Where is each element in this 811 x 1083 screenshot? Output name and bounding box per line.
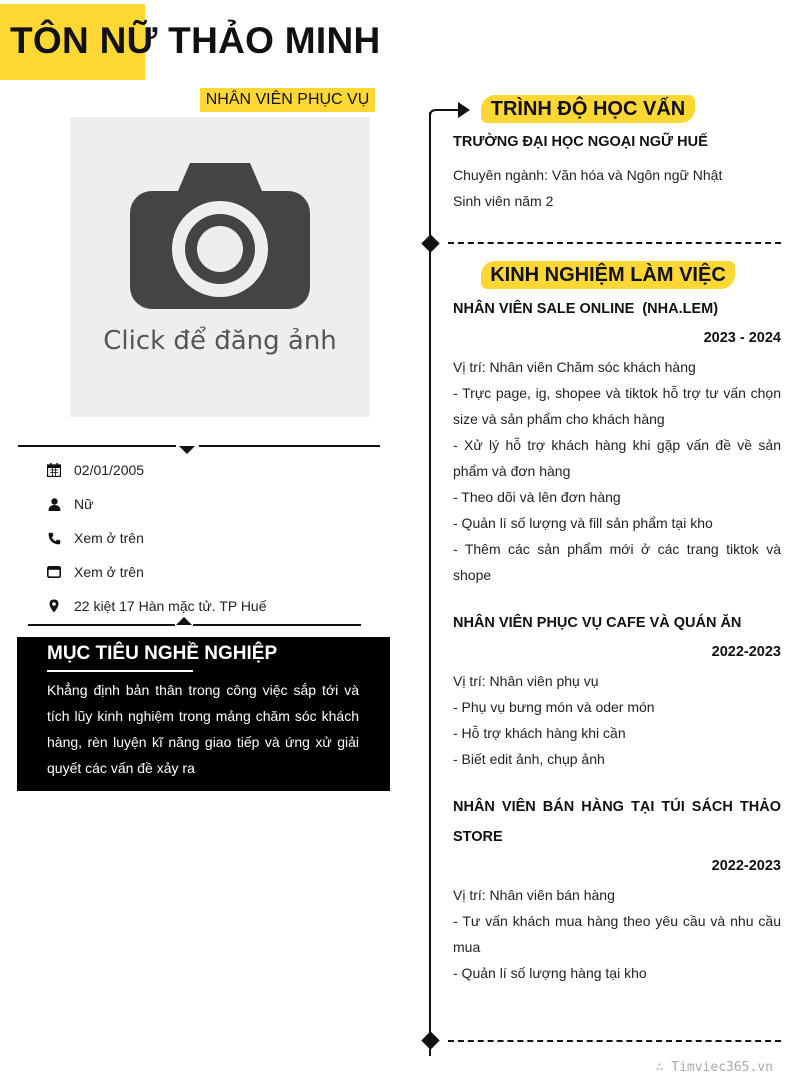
user-icon — [46, 496, 62, 512]
education-title: TRÌNH ĐỘ HỌC VẤN — [490, 97, 686, 120]
gender-value: Nữ — [74, 496, 94, 512]
job-date: 2022-2023 — [711, 644, 781, 660]
timeline-line — [429, 112, 431, 1056]
gender-row — [46, 494, 93, 514]
phone-icon — [46, 530, 62, 546]
divider — [193, 624, 361, 626]
photo-upload-label: Click để đăng ảnh — [103, 326, 337, 356]
education-heading — [481, 91, 695, 127]
birthday-value: 02/01/2005 — [74, 462, 145, 478]
divider — [199, 445, 380, 447]
job-duty: - Phụ vụ bưng món và oder món — [453, 699, 655, 715]
birthday-row — [46, 460, 144, 480]
address-value: 22 kiệt 17 Hàn mặc tử. TP Huế — [74, 598, 267, 614]
job-title: NHÂN VIÊN PHỤC VỤ CAFE VÀ QUÁN ĂN — [453, 615, 742, 631]
camera-icon — [130, 161, 310, 311]
job-duty: - Thêm các sản phẩm mới ở các trang tiktok và shope — [453, 541, 781, 583]
job-duty: - Quản lí số lượng hàng tại kho — [453, 965, 647, 981]
career-objective-title: MỤC TIÊU NGHỀ NGHIỆP — [47, 643, 278, 664]
study-year: Sinh viên năm 2 — [453, 193, 554, 209]
school-name: TRƯỜNG ĐẠI HỌC NGOẠI NGỮ HUẾ — [453, 134, 708, 150]
location-icon — [46, 598, 62, 614]
job-duty: - Quản lí số lượng và fill sản phẩm tại kho — [453, 515, 713, 531]
job-position: Vị trí: Nhân viên Chăm sóc khách hàng — [453, 359, 696, 375]
divider — [18, 445, 176, 447]
career-objective — [17, 637, 390, 791]
divider — [28, 624, 175, 626]
title-underline — [47, 670, 193, 672]
section-divider — [448, 1040, 781, 1042]
timeline-arrow-icon — [428, 100, 472, 120]
email-row — [46, 562, 144, 582]
experience-title: KINH NGHIỆM LÀM VIỆC — [490, 263, 726, 286]
timeline-diamond — [421, 1031, 439, 1049]
divider-arrow — [179, 446, 195, 454]
job-duty: - Biết edit ảnh, chụp ảnh — [453, 751, 605, 767]
job-position: Vị trí: Nhân viên bán hàng — [453, 887, 615, 903]
email-value: Xem ở trên — [74, 564, 144, 580]
job-title: NHÂN VIÊN BÁN HÀNG TẠI TÚI SÁCH THẢO STORE — [453, 799, 781, 845]
email-icon — [46, 564, 62, 580]
experience-heading — [481, 257, 735, 293]
candidate-name: TÔN NỮ THẢO MINH — [10, 20, 381, 61]
job-position: Vị trí: Nhân viên phụ vụ — [453, 673, 599, 689]
phone-value: Xem ở trên — [74, 530, 144, 546]
timeline-diamond — [421, 234, 439, 252]
job-duty: - Trực page, ig, shopee và tiktok hỗ trợ tư vấn chọn size và sản phẩm cho khách hàng — [453, 385, 781, 427]
calendar-icon — [46, 462, 62, 478]
job-duty: - Hỗ trợ khách hàng khi cần — [453, 725, 626, 741]
job-duty: - Theo dõi và lên đơn hàng — [453, 489, 621, 505]
job-duty: - Tư vấn khách mua hàng theo yêu cầu và nhu cầu mua — [453, 913, 781, 955]
watermark: ∴ Timviec365.vn — [655, 1060, 773, 1075]
job-duty: - Xử lý hỗ trợ khách hàng khi gặp vấn đề về sản phẩm và đơn hàng — [453, 437, 781, 479]
photo-upload[interactable] — [70, 117, 370, 417]
job-title: NHÂN VIÊN SALE ONLINE (NHA.LEM) — [453, 301, 719, 317]
section-divider — [448, 242, 781, 244]
job-date: 2022-2023 — [711, 858, 781, 874]
divider-arrow — [176, 617, 192, 625]
job-date: 2023 - 2024 — [703, 330, 781, 346]
career-objective-text: Khẳng định bản thân trong công việc sắp tới và tích lũy kinh nghiệm trong mảng chăm sóc khách hàng, rèn luyện kĩ năng giao tiếp và ứng xử giải quyết các vấn đề xảy ra — [47, 682, 359, 776]
phone-row — [46, 528, 144, 548]
job-title: NHÂN VIÊN PHỤC VỤ — [200, 88, 375, 112]
major: Chuyên ngành: Văn hóa và Ngôn ngữ Nhật — [453, 167, 723, 183]
address-row — [46, 596, 267, 616]
